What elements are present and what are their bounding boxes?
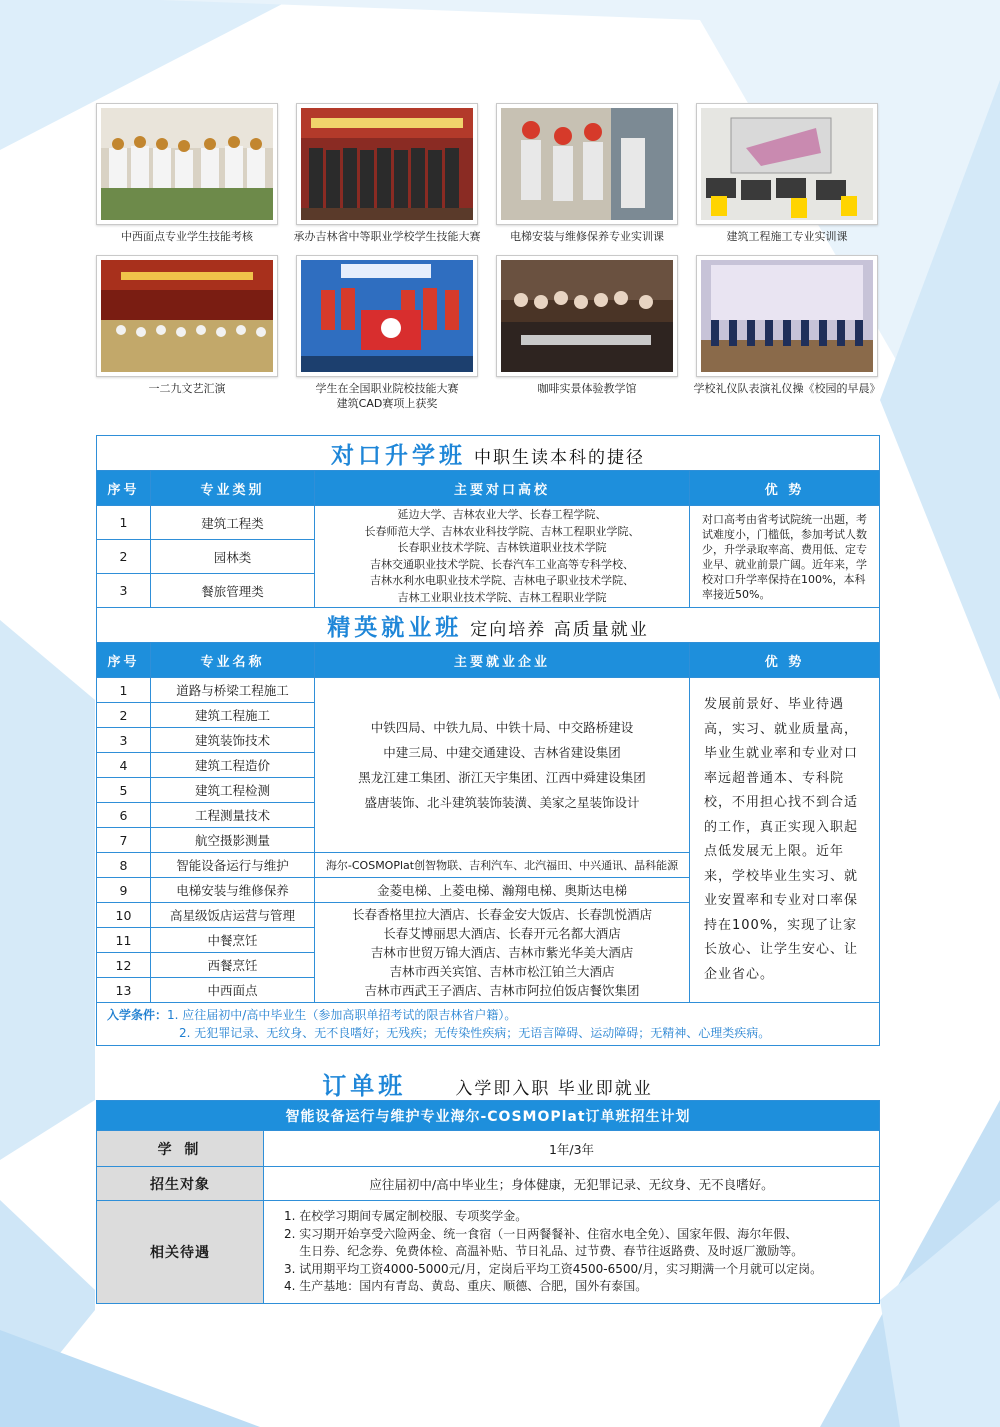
photo-pastry-exam-image xyxy=(101,108,273,220)
photo-caption: 一二九文艺汇演 xyxy=(148,382,226,395)
row-no: 2 xyxy=(97,540,151,574)
duikou-section xyxy=(96,435,879,1046)
duikou-schools: 延边大学、吉林农业大学、长春工程学院、 长春师范大学、吉林农业科技学院、吉林工程职业学院、 长春职业技术学院、吉林铁道职业技术学院 吉林交通职业技术学院、长春汽车工业高等专科学校、 吉林水利水电职业技术学院、吉林电子职业技术学院、 吉林工业职业技术学院、吉林工程职业学院 xyxy=(315,506,690,608)
enterprise-elevator: 金菱电梯、上菱电梯、瀚翔电梯、奥斯达电梯 xyxy=(315,878,690,903)
photo-cad-award xyxy=(296,255,478,377)
row-name: 智能设备运行与维护 xyxy=(151,853,315,878)
photo-skills-contest xyxy=(296,103,478,225)
row-no: 11 xyxy=(97,928,151,953)
jingying-subtitle: 定向培养 高质量就业 xyxy=(470,619,649,640)
dingdan-heading xyxy=(96,1066,879,1100)
dingdan-table xyxy=(96,1100,880,1304)
row-no: 1 xyxy=(97,678,151,703)
duikou-subtitle: 中职生读本科的捷径 xyxy=(474,447,645,468)
dingdan-section xyxy=(96,1100,879,1304)
col-header-enterprises: 主要就业企业 xyxy=(315,643,690,678)
row-name: 建筑工程类 xyxy=(151,506,315,540)
admission-conditions xyxy=(97,1003,880,1046)
duikou-advantage: 对口高考由省考试院统一出题，考试难度小，门槛低，参加考试人数少，升学录取率高、费用低、定专业早、就业前景广阔。近年来，学校对口升学率保持在100%，本科率接近50%。 xyxy=(690,506,880,608)
photo-caption: 建筑工程施工专业实训课 xyxy=(726,230,848,243)
dingdan-title: 订单班 xyxy=(322,1071,407,1100)
table-row xyxy=(97,506,880,540)
jingying-title: 精英就业班 xyxy=(327,613,463,641)
duikou-title-cell xyxy=(97,436,880,471)
benefit-item: 生日券、纪念券、免费体检、高温补贴、节日礼品、过节费、春节往返路费、及时返厂激励等。 xyxy=(284,1244,804,1259)
row-no: 7 xyxy=(97,828,151,853)
photo-etiquette-show xyxy=(696,255,878,377)
row-name: 建筑工程检测 xyxy=(151,778,315,803)
row-no: 10 xyxy=(97,903,151,928)
col-header-schools: 主要对口高校 xyxy=(315,471,690,506)
photo-caption: 咖啡实景体验教学馆 xyxy=(537,382,637,395)
row-name: 电梯安装与维修保养 xyxy=(151,878,315,903)
row-name: 园林类 xyxy=(151,540,315,574)
table-row xyxy=(97,1167,880,1201)
cond-label: 入学条件： xyxy=(107,1008,168,1022)
row-name: 中餐烹饪 xyxy=(151,928,315,953)
row-name: 建筑工程施工 xyxy=(151,703,315,728)
photo-caption: 学生在全国职业院校技能大赛 建筑CAD赛项上获奖 xyxy=(315,382,459,410)
row-label: 学 制 xyxy=(97,1131,264,1167)
row-no: 3 xyxy=(97,574,151,608)
photo-coffee-hall-image xyxy=(501,260,673,372)
row-value: 1年/3年 xyxy=(264,1131,880,1167)
col-header-advantage: 优 势 xyxy=(690,643,880,678)
benefit-item: 2. 实习期开始享受六险两金、统一食宿（一日两餐餐补、住宿水电全免）、国家年假、海尔年假、 xyxy=(284,1226,798,1241)
enterprise-group-hotel: 长春香格里拉大酒店、长春金安大饭店、长春凯悦酒店 长春艾博丽思大酒店、长春开元名都大酒店 吉林市世贸万锦大酒店、吉林市紫光华美大酒店 吉林市西关宾馆、吉林市松江铂兰大酒店 吉林市西武王子酒店、吉林市阿拉伯饭店餐饮集团 xyxy=(315,903,690,1003)
row-name: 高星级饭店运营与管理 xyxy=(151,903,315,928)
row-no: 12 xyxy=(97,953,151,978)
row-no: 8 xyxy=(97,853,151,878)
row-name: 建筑工程造价 xyxy=(151,753,315,778)
duikou-title: 对口升学班 xyxy=(331,441,466,469)
row-name: 西餐烹饪 xyxy=(151,953,315,978)
photo-skills-contest-image xyxy=(301,108,473,220)
jingying-advantage: 发展前景好、毕业待遇高，实习、就业质量高，毕业生就业率和专业对口率远超普通本、专科院校，不用担心找不到合适的工作，真正实现入职起点低发展无上限。近年来，学校毕业生实习、就业安置率和专业对口率保持在100%，实现了让家长放心、让学生安心、让企业省心。 xyxy=(690,678,880,1003)
dingdan-subtitle: 入学即入职 毕业即就业 xyxy=(455,1079,653,1099)
photo-elevator-class-image xyxy=(501,108,673,220)
row-name: 工程测量技术 xyxy=(151,803,315,828)
photo-arts-show xyxy=(96,255,278,377)
row-name: 建筑装饰技术 xyxy=(151,728,315,753)
photo-construction-class-image xyxy=(701,108,873,220)
benefits-label: 相关待遇 xyxy=(97,1201,264,1304)
photo-caption: 学校礼仪队表演礼仪操《校园的早晨》 xyxy=(693,382,881,395)
photo-caption: 中西面点专业学生技能考核 xyxy=(121,230,253,243)
photo-etiquette-show-image xyxy=(701,260,873,372)
enterprise-group-construction: 中铁四局、中铁九局、中铁十局、中交路桥建设 中建三局、中建交通建设、吉林省建设集团 黑龙江建工集团、浙江天宇集团、江西中舜建设集团 盛唐装饰、北斗建筑装饰装潢、美家之星装饰设计 xyxy=(315,678,690,853)
photo-caption: 承办吉林省中等职业学校学生技能大赛 xyxy=(293,230,481,243)
row-name: 中西面点 xyxy=(151,978,315,1003)
duikou-table xyxy=(96,435,880,1046)
photo-elevator-class xyxy=(496,103,678,225)
row-no: 2 xyxy=(97,703,151,728)
row-no: 13 xyxy=(97,978,151,1003)
col-header-no: 序号 xyxy=(97,471,151,506)
row-no: 1 xyxy=(97,506,151,540)
enterprise-smart-devices: 海尔-COSMOPlat创智物联、吉利汽车、北汽福田、中兴通讯、晶科能源 xyxy=(315,853,690,878)
cond-item-2: 2. 无犯罪记录、无纹身、无不良嗜好；无残疾；无传染性疾病；无语言障碍、运动障碍；无精神、心理类疾病。 xyxy=(179,1026,771,1040)
row-label: 招生对象 xyxy=(97,1167,264,1201)
benefit-item: 4. 生产基地：国内有青岛、黄岛、重庆、顺德、合肥，国外有泰国。 xyxy=(284,1279,648,1294)
row-value: 应往届初中/高中毕业生；身体健康，无犯罪记录、无纹身、无不良嗜好。 xyxy=(264,1167,880,1201)
row-no: 9 xyxy=(97,878,151,903)
col-header-no: 序号 xyxy=(97,643,151,678)
col-header-major: 专业名称 xyxy=(151,643,315,678)
photo-construction-class xyxy=(696,103,878,225)
benefits-list xyxy=(264,1201,880,1304)
cond-item-1: 1. 应往届初中/高中毕业生（参加高职单招考试的限吉林省户籍）。 xyxy=(167,1008,517,1022)
photo-caption: 电梯安装与维修保养专业实训课 xyxy=(510,230,664,243)
photo-cad-award-image xyxy=(301,260,473,372)
table-row xyxy=(97,1201,880,1304)
row-no: 5 xyxy=(97,778,151,803)
photo-coffee-hall xyxy=(496,255,678,377)
row-name: 餐旅管理类 xyxy=(151,574,315,608)
photo-arts-show-image xyxy=(101,260,273,372)
row-name: 道路与桥梁工程施工 xyxy=(151,678,315,703)
jingying-title-cell xyxy=(97,608,880,643)
col-header-advantage: 优 势 xyxy=(690,471,880,506)
benefit-item: 3. 试用期平均工资4000-5000元/月，定岗后平均工资4500-6500/月，实习期满一个月就可以定岗。 xyxy=(284,1261,823,1276)
table-row xyxy=(97,1131,880,1167)
row-no: 6 xyxy=(97,803,151,828)
benefit-item: 1. 在校学习期间专属定制校服、专项奖学金。 xyxy=(284,1209,528,1224)
col-header-category: 专业类别 xyxy=(151,471,315,506)
row-no: 4 xyxy=(97,753,151,778)
row-name: 航空摄影测量 xyxy=(151,828,315,853)
row-no: 3 xyxy=(97,728,151,753)
table-row xyxy=(97,678,880,703)
photo-pastry-exam xyxy=(96,103,278,225)
dingdan-plan-title: 智能设备运行与维护专业海尔-COSMOPlat订单班招生计划 xyxy=(97,1101,880,1131)
